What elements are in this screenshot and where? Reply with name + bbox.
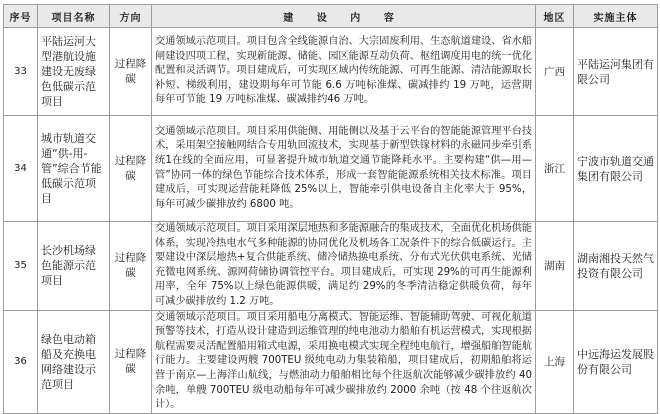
project-content: 交通领域示范项目。项目采用深层地热和多能源融合的集成技术，全面优化机场供能体系，实现冷热电水气多种能源的协同优化及机场各工况条件下的综合低碳运行。主要建设中深层地热+复合供能系统、储冷储热换电系统、分布式光伏供电系统、光储充微电网系统、源网荷储协调管控平台。项目建成后，可实现 29%的可再生能源利用率，全年 75%以上绿色能源供暖，满足约 29%的冬季清洁稳定供暖负荷，每年可减少碳排放约 1.2 万吨。 (152, 222, 536, 311)
project-name: 绿色电动箱船及充换电网络建设示范项目 (38, 310, 110, 413)
project-org: 平陆运河集团有限公司 (574, 28, 658, 116)
project-org: 宁波市轨道交通集团有限公司 (574, 116, 658, 222)
project-area: 浙江 (536, 116, 574, 222)
project-direction: 过程降碳 (110, 310, 152, 413)
header-content: 建 设 内 容 (152, 5, 536, 28)
row-number: 36 (4, 310, 38, 413)
header-direction: 方向 (110, 5, 152, 28)
project-direction: 过程降碳 (110, 222, 152, 311)
project-table (3, 4, 658, 414)
header-org: 实施主体 (574, 5, 658, 28)
project-org: 中远海运发展股份有限公司 (574, 310, 658, 413)
project-org: 湖南湘投天然气投资有限公司 (574, 222, 658, 311)
project-content: 交通领域示范项目。项目采用供能侧、用能侧以及基于云平台的智能能源管理平台技术，采用架空接触网结合专用轨回流技术，实现基于新型铁镓材料的永磁同步牵引系统1在线的全面应用，可显著提升城市轨道交通节能降耗水平。主要构建“供—用—管”协同一体的绿色节能综合技术体系，形成一套智能能源系统相关技术标准。项目建成后，可实现运营能耗降低 25%以上，智能牵引供电设备自主化率大于 95%，每年可减少碳排放约 6800 吨。 (152, 116, 536, 222)
project-name: 长沙机场绿色能源示范项目 (38, 222, 110, 311)
header-no: 序号 (4, 5, 38, 28)
project-name: 平陆运河大型港航设施建设无废绿色低碳示范项目 (38, 28, 110, 116)
project-content: 交通领域示范项目。项目采用船电分离模式、智能运维、智能辅助驾驶、可视化航道预警等技术，打造从设计建造到运维管理的纯电池动力船舶有机运营模式，实现根据航程需要灵活配置船用箱式电源，采用换电模式实现全程纯电航行，增强船舶智能航行能力。主要建设两艘 700TEU 级纯电动力集装箱船，项目建成后，初期船舶将运营于南京—上海洋山航线，与燃油动力船舶相比每个往返航次能够减少碳排放约 40 余吨，单艘 700TEU 级电动船每年可减少碳排放约 2000 余吨（按 48 个往返航次计）。 (152, 310, 536, 413)
project-area: 上海 (536, 310, 574, 413)
table-row (4, 310, 658, 413)
project-area: 湖南 (536, 222, 574, 311)
project-content: 交通领域示范项目。项目包含全线能源自治、大宗固废利用、生态航道建设、省水船闸建设四项工程，实现新能源、储能、园区能源互动负荷、枢纽调度用电的统一优化配置和灵活调节。项目建成后，可实现区域内传统能源、可再生能源、清洁能源取长补短、梯级利用，建设期每年可节能 6.6 万吨标准煤、碳减排约 19 万吨，运营期每年可节能 19 万吨标准煤、碳减排约46 万吨。 (152, 28, 536, 116)
project-area: 广西 (536, 28, 574, 116)
project-direction: 过程降碳 (110, 116, 152, 222)
row-number: 34 (4, 116, 38, 222)
row-number: 33 (4, 28, 38, 116)
table-row (4, 116, 658, 222)
header-name: 项目名称 (38, 5, 110, 28)
project-direction: 过程降碳 (110, 28, 152, 116)
header-area: 地区 (536, 5, 574, 28)
project-name: 城市轨道交通“供-用-管”综合节能低碳示范项目 (38, 116, 110, 222)
table-row (4, 28, 658, 116)
table-row (4, 222, 658, 311)
table-header-row (4, 5, 658, 28)
row-number: 35 (4, 222, 38, 311)
